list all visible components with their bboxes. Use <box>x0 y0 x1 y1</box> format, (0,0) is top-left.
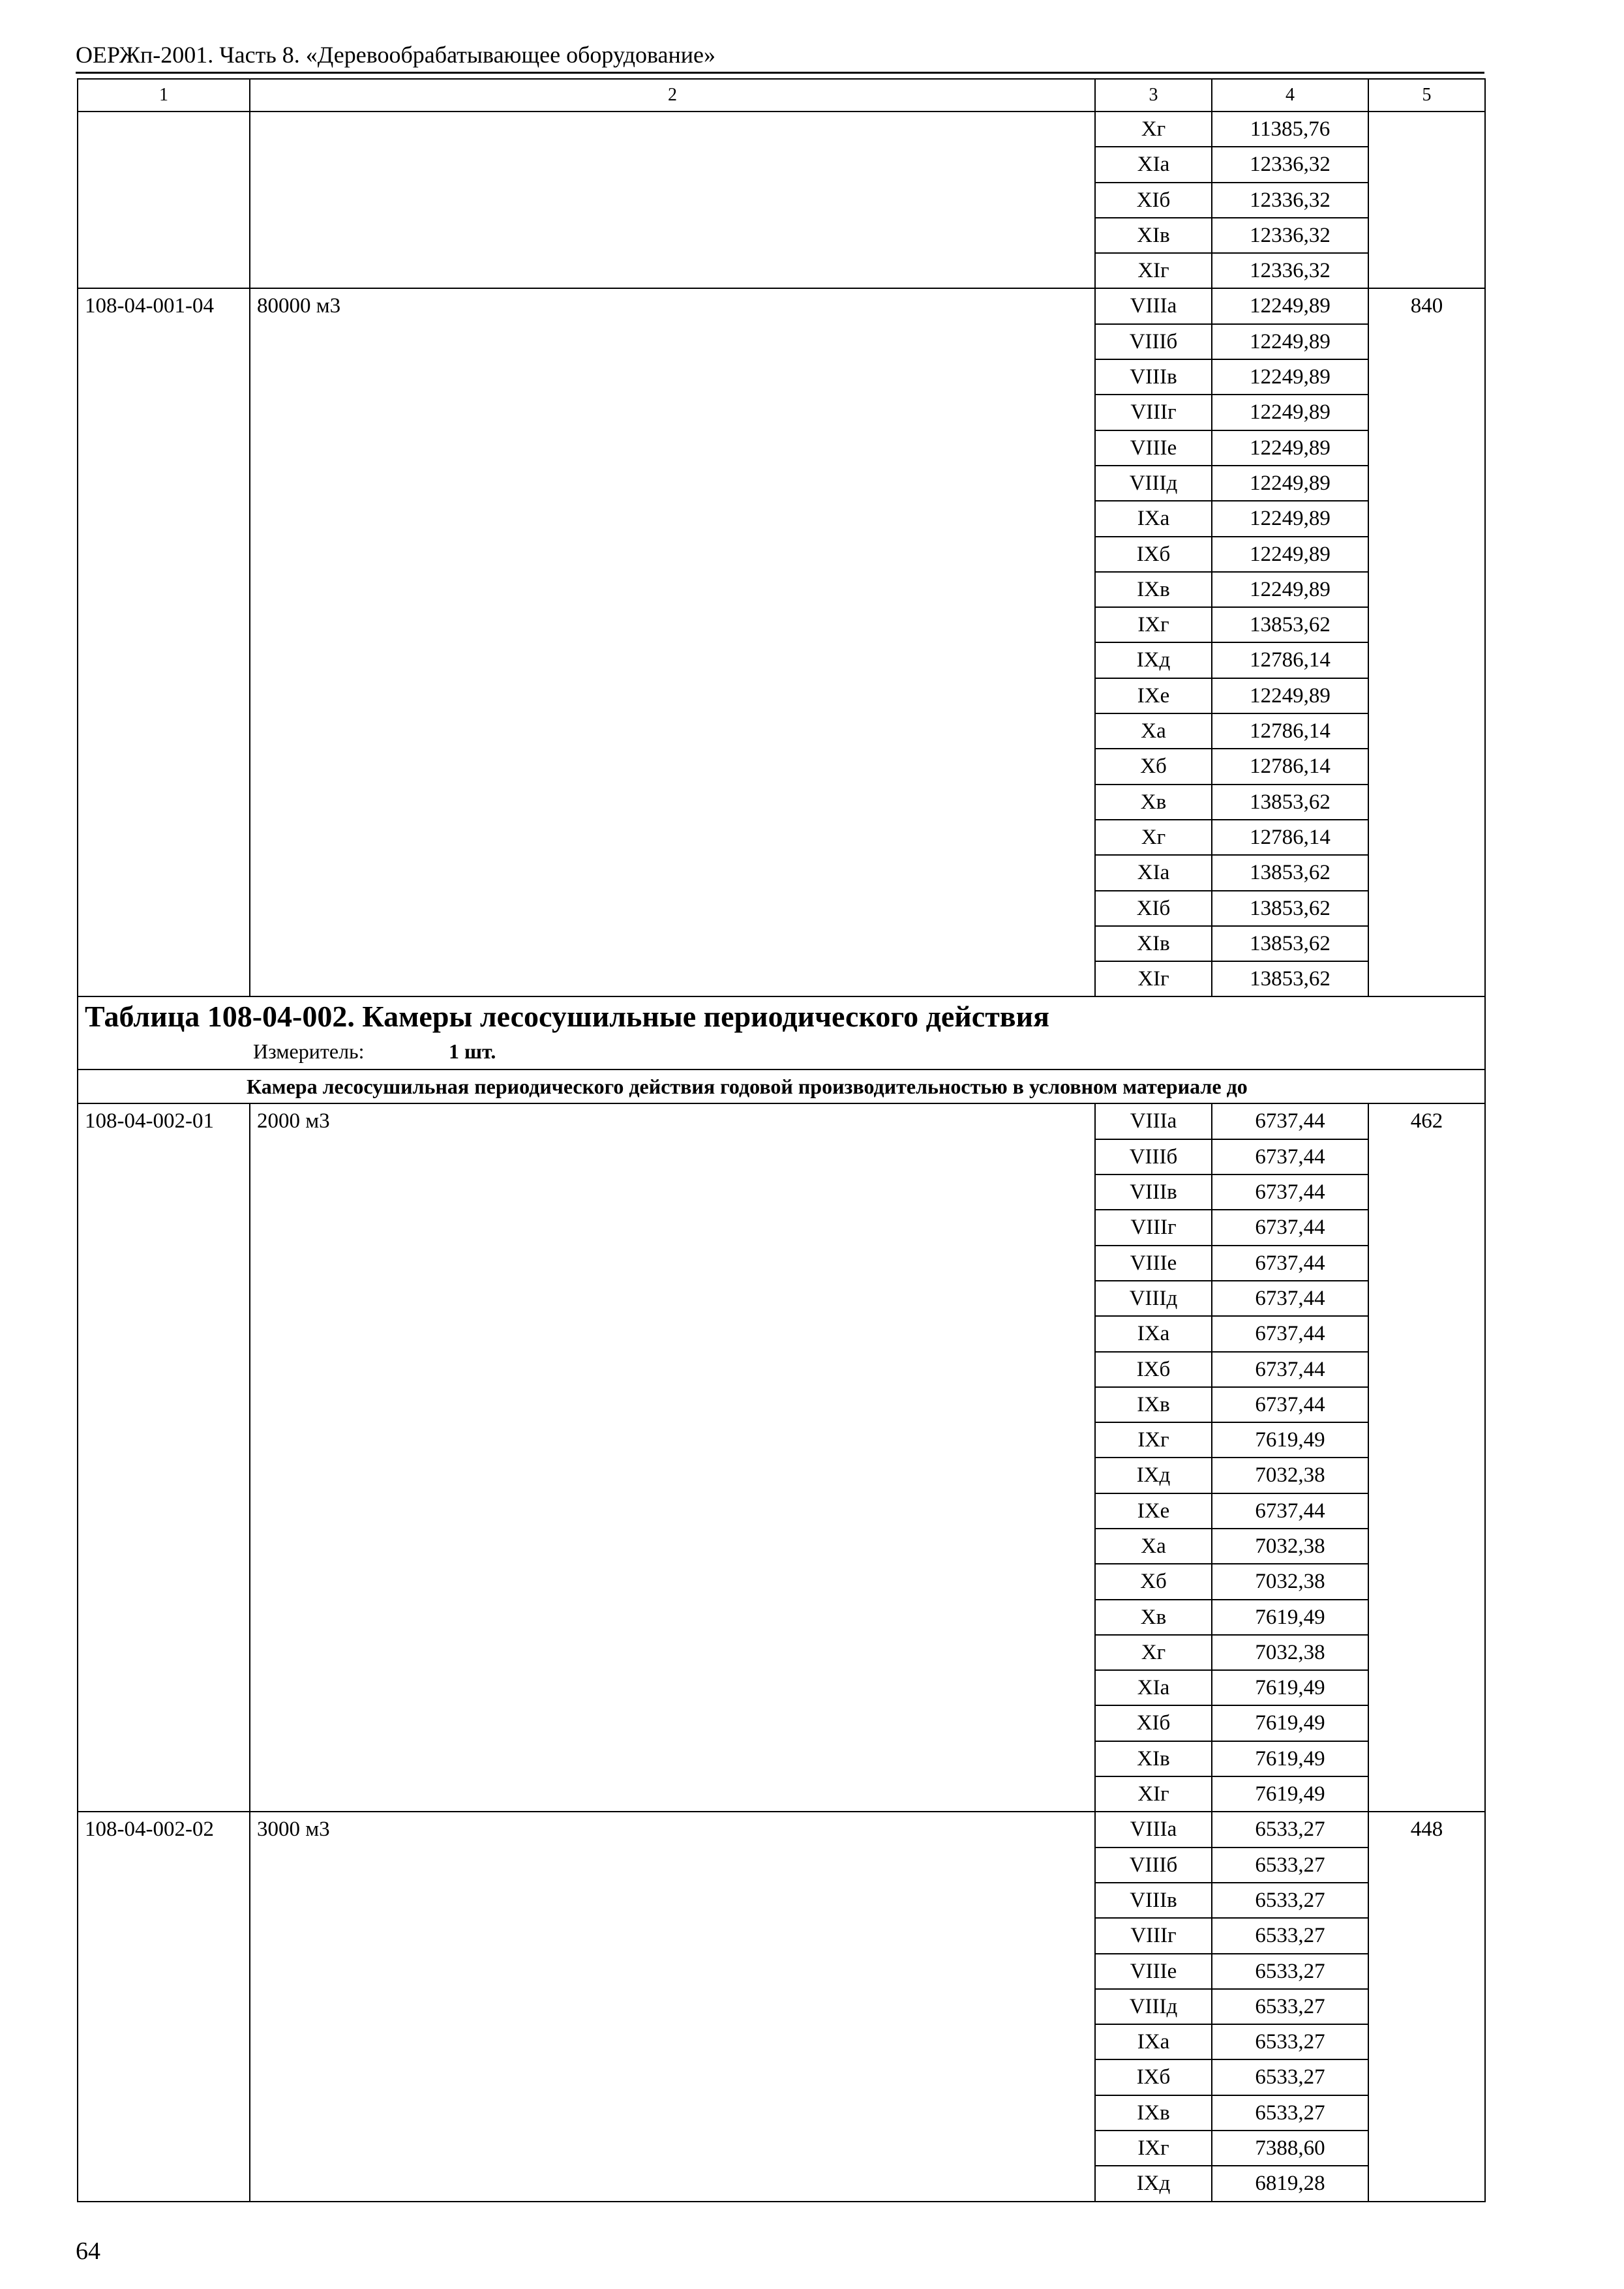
page-number: 64 <box>76 2237 100 2265</box>
zone-cell: XIа <box>1095 855 1212 890</box>
column-number: 5 <box>1368 79 1485 112</box>
price-cell: 6737,44 <box>1212 1316 1368 1351</box>
price-cell: 6737,44 <box>1212 1246 1368 1281</box>
price-cell: 6737,44 <box>1212 1352 1368 1387</box>
column-number: 3 <box>1095 79 1212 112</box>
price-cell: 6533,27 <box>1212 1848 1368 1883</box>
zone-cell: XIв <box>1095 218 1212 253</box>
zone-cell: IXб <box>1095 2059 1212 2095</box>
price-cell: 12249,89 <box>1212 537 1368 572</box>
price-cell: 13853,62 <box>1212 961 1368 996</box>
zone-cell: VIIIд <box>1095 1281 1212 1316</box>
price-cell: 7032,38 <box>1212 1635 1368 1670</box>
price-cell: 7619,49 <box>1212 1422 1368 1458</box>
price-cell: 7032,38 <box>1212 1564 1368 1599</box>
code-cell: 108-04-002-01 <box>78 1103 250 1812</box>
price-cell: 12786,14 <box>1212 713 1368 749</box>
zone-cell: VIIIе <box>1095 430 1212 466</box>
code-cell: 108-04-002-02 <box>78 1812 250 2201</box>
col5-cell: 462 <box>1368 1103 1485 1812</box>
zone-cell: IXе <box>1095 1493 1212 1529</box>
price-cell: 12249,89 <box>1212 430 1368 466</box>
price-cell: 13853,62 <box>1212 891 1368 926</box>
zone-cell: VIIIе <box>1095 1954 1212 1989</box>
price-cell: 6533,27 <box>1212 1918 1368 1953</box>
price-cell: 12786,14 <box>1212 749 1368 784</box>
description-row <box>78 1070 1485 1103</box>
zone-cell: VIIIв <box>1095 1174 1212 1210</box>
name-cell: 3000 м3 <box>250 1812 1095 2201</box>
price-cell: 6737,44 <box>1212 1281 1368 1316</box>
col5-cell: 840 <box>1368 288 1485 996</box>
measure-label: Измеритель: <box>253 1040 365 1064</box>
zone-cell: VIIIд <box>1095 466 1212 501</box>
zone-cell: IXв <box>1095 1387 1212 1422</box>
col5-cell <box>1368 112 1485 288</box>
zone-cell: IXд <box>1095 1458 1212 1493</box>
zone-cell: Xб <box>1095 749 1212 784</box>
zone-cell: IXд <box>1095 642 1212 678</box>
price-cell: 13853,62 <box>1212 607 1368 642</box>
code-cell: 108-04-001-04 <box>78 288 250 996</box>
zone-cell: VIIIб <box>1095 324 1212 359</box>
zone-cell: VIIIв <box>1095 1883 1212 1918</box>
description-cell <box>78 1070 1485 1103</box>
price-cell: 12336,32 <box>1212 218 1368 253</box>
zone-cell: Xв <box>1095 785 1212 820</box>
price-cell: 7032,38 <box>1212 1529 1368 1564</box>
price-cell: 7619,49 <box>1212 1600 1368 1635</box>
price-cell: 6819,28 <box>1212 2166 1368 2201</box>
price-cell: 12249,89 <box>1212 572 1368 607</box>
zone-cell: VIIIг <box>1095 395 1212 430</box>
price-cell: 12249,89 <box>1212 678 1368 713</box>
zone-cell: VIIIд <box>1095 1989 1212 2024</box>
price-table <box>77 78 1486 2202</box>
zone-cell: VIIIа <box>1095 1103 1212 1139</box>
price-cell: 6533,27 <box>1212 1883 1368 1918</box>
zone-cell: IXг <box>1095 1422 1212 1458</box>
price-cell: 12786,14 <box>1212 642 1368 678</box>
price-cell: 6533,27 <box>1212 1954 1368 1989</box>
price-cell: 12249,89 <box>1212 501 1368 536</box>
price-cell: 7619,49 <box>1212 1776 1368 1812</box>
name-cell: 80000 м3 <box>250 288 1095 996</box>
zone-cell: IXв <box>1095 572 1212 607</box>
column-number: 1 <box>78 79 250 112</box>
zone-cell: XIб <box>1095 1705 1212 1741</box>
price-cell: 13853,62 <box>1212 855 1368 890</box>
price-cell: 6737,44 <box>1212 1139 1368 1174</box>
name-cell <box>250 112 1095 288</box>
description-text: Камера лесосушильная периодического действия годовой производительностью в условном материале до <box>247 1075 1248 1099</box>
zone-cell: VIIIг <box>1095 1210 1212 1245</box>
col5-cell: 448 <box>1368 1812 1485 2201</box>
zone-cell: Xг <box>1095 820 1212 855</box>
zone-cell: XIа <box>1095 147 1212 182</box>
zone-cell: VIIIб <box>1095 1848 1212 1883</box>
zone-cell: VIIIб <box>1095 1139 1212 1174</box>
column-number: 2 <box>250 79 1095 112</box>
price-cell: 6533,27 <box>1212 1989 1368 2024</box>
price-cell: 12249,89 <box>1212 324 1368 359</box>
zone-cell: XIг <box>1095 253 1212 288</box>
price-cell: 6737,44 <box>1212 1210 1368 1245</box>
zone-cell: IXд <box>1095 2166 1212 2201</box>
price-cell: 12336,32 <box>1212 183 1368 218</box>
zone-cell: VIIIе <box>1095 1246 1212 1281</box>
price-cell: 12336,32 <box>1212 147 1368 182</box>
zone-cell: Xг <box>1095 1635 1212 1670</box>
price-cell: 6533,27 <box>1212 2095 1368 2131</box>
price-cell: 12786,14 <box>1212 820 1368 855</box>
name-cell: 2000 м3 <box>250 1103 1095 1812</box>
price-cell: 11385,76 <box>1212 112 1368 147</box>
zone-cell: IXе <box>1095 678 1212 713</box>
price-cell: 6533,27 <box>1212 2059 1368 2095</box>
price-cell: 12249,89 <box>1212 395 1368 430</box>
price-cell: 12249,89 <box>1212 466 1368 501</box>
code-cell <box>78 112 250 288</box>
price-cell: 13853,62 <box>1212 785 1368 820</box>
zone-cell: XIб <box>1095 183 1212 218</box>
zone-cell: Xа <box>1095 713 1212 749</box>
zone-cell: XIв <box>1095 1741 1212 1776</box>
price-cell: 6533,27 <box>1212 2024 1368 2059</box>
zone-cell: IXг <box>1095 607 1212 642</box>
zone-cell: IXб <box>1095 1352 1212 1387</box>
zone-cell: IXв <box>1095 2095 1212 2131</box>
price-cell: 12336,32 <box>1212 253 1368 288</box>
zone-cell: XIг <box>1095 1776 1212 1812</box>
measure-cell <box>78 1036 1485 1070</box>
zone-cell: VIIIа <box>1095 288 1212 323</box>
zone-cell: Xб <box>1095 1564 1212 1599</box>
zone-cell: XIг <box>1095 961 1212 996</box>
price-cell: 6737,44 <box>1212 1103 1368 1139</box>
price-cell: 6737,44 <box>1212 1174 1368 1210</box>
price-cell: 13853,62 <box>1212 926 1368 961</box>
column-number-row <box>78 79 1485 112</box>
price-cell: 6737,44 <box>1212 1493 1368 1529</box>
price-cell: 12249,89 <box>1212 359 1368 395</box>
price-cell: 7388,60 <box>1212 2131 1368 2166</box>
zone-cell: VIIIа <box>1095 1812 1212 1847</box>
zone-cell: XIа <box>1095 1670 1212 1705</box>
price-cell: 6533,27 <box>1212 1812 1368 1847</box>
price-cell: 12249,89 <box>1212 288 1368 323</box>
table-row <box>78 1812 1485 1847</box>
zone-cell: XIв <box>1095 926 1212 961</box>
table-row <box>78 288 1485 323</box>
price-cell: 7619,49 <box>1212 1670 1368 1705</box>
price-cell: 7032,38 <box>1212 1458 1368 1493</box>
zone-cell: Xа <box>1095 1529 1212 1564</box>
zone-cell: XIб <box>1095 891 1212 926</box>
measure-value: 1 шт. <box>449 1040 496 1064</box>
zone-cell: VIIIг <box>1095 1918 1212 1953</box>
zone-cell: IXа <box>1095 501 1212 536</box>
zone-cell: IXб <box>1095 537 1212 572</box>
zone-cell: Xг <box>1095 112 1212 147</box>
table-row <box>78 1103 1485 1139</box>
zone-cell: IXг <box>1095 2131 1212 2166</box>
price-cell: 6737,44 <box>1212 1387 1368 1422</box>
table-title-row <box>78 996 1485 1036</box>
measure-row <box>78 1036 1485 1070</box>
zone-cell: Xв <box>1095 1600 1212 1635</box>
price-cell: 7619,49 <box>1212 1741 1368 1776</box>
column-number: 4 <box>1212 79 1368 112</box>
zone-cell: VIIIв <box>1095 359 1212 395</box>
zone-cell: IXа <box>1095 2024 1212 2059</box>
zone-cell: IXа <box>1095 1316 1212 1351</box>
price-cell: 7619,49 <box>1212 1705 1368 1741</box>
page-header: ОЕРЖп-2001. Часть 8. «Деревообрабатывающее оборудование» <box>76 40 1484 74</box>
table-title: Таблица 108-04-002. Камеры лесосушильные периодического действия <box>78 996 1485 1036</box>
table-row <box>78 112 1485 147</box>
